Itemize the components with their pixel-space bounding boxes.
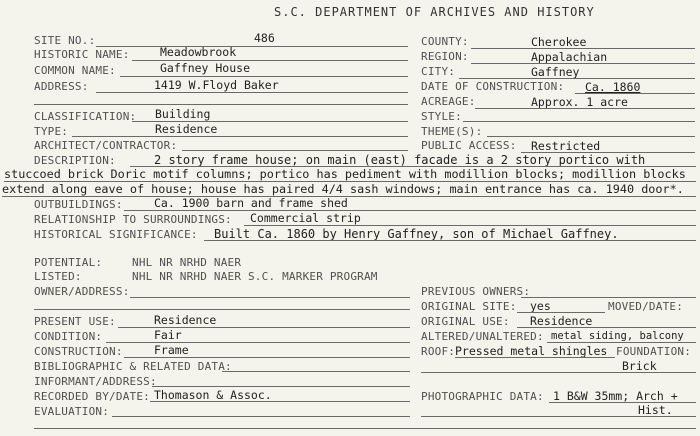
original-site-line — [517, 312, 605, 313]
evaluation-line — [112, 416, 410, 417]
region-label: REGION: — [421, 50, 469, 63]
classification-label: CLASSIFICATION: — [34, 110, 137, 123]
public-access-value: Restricted — [531, 139, 601, 153]
present-use-label: PRESENT USE: — [34, 315, 116, 328]
outbuildings-label: OUTBUILDINGS: — [34, 198, 123, 211]
common-name-value: Gaffney House — [160, 61, 251, 75]
original-use-label: ORIGINAL USE: — [421, 315, 510, 328]
description-line-3: extend along eave of house; house has paired 4/4 sash windows; main entrance has ca. 1940 door*. — [2, 182, 684, 196]
owner-label: OWNER/ADDRESS: — [34, 285, 130, 298]
original-use-line — [517, 327, 696, 328]
city-value: Gaffney — [531, 65, 580, 79]
public-access-label: PUBLIC ACCESS: — [421, 139, 517, 152]
classification-value: Building — [155, 107, 211, 121]
owner-line-2 — [34, 309, 410, 310]
acreage-value: Approx. 1 acre — [531, 95, 628, 109]
historic-name-label: HISTORIC NAME: — [34, 48, 130, 61]
acreage-line — [475, 108, 695, 109]
foundation-value: Brick — [622, 359, 657, 373]
themes-label: THEME(S): — [421, 125, 483, 138]
potential-options: NHL NR NRHD NAER — [132, 256, 242, 269]
construction-value: Frame — [154, 343, 189, 357]
moved-date-label: MOVED/DATE: — [608, 300, 684, 313]
address-value: 1419 W.Floyd Baker — [154, 78, 279, 92]
original-site-value: yes — [530, 299, 551, 313]
roof-value: Pressed metal shingles — [455, 344, 608, 358]
roof-label: ROOF: — [421, 345, 456, 358]
bottom-line — [34, 428, 696, 429]
acreage-label: ACREAGE: — [421, 95, 476, 108]
type-value: Residence — [155, 122, 218, 136]
city-label: CITY: — [421, 65, 456, 78]
bibliography-line — [222, 371, 410, 372]
historic-name-value: Meadowbrook — [160, 45, 237, 59]
date-value: Ca. 1860 — [585, 80, 641, 94]
relationship-value: Commercial strip — [250, 211, 361, 225]
informant-line — [152, 386, 410, 387]
type-label: TYPE: — [34, 125, 69, 138]
description-rule-3 — [2, 196, 696, 197]
present-use-value: Residence — [154, 313, 217, 327]
previous-owners-label: PREVIOUS OWNERS: — [421, 285, 531, 298]
style-line — [463, 121, 695, 122]
blank-line — [34, 104, 408, 105]
significance-line — [204, 240, 696, 241]
foundation-line — [421, 372, 696, 373]
previous-owners-line — [521, 297, 696, 298]
original-site-label: ORIGINAL SITE: — [421, 300, 517, 313]
listed-options: NHL NR NRHD NAER S.C. MARKER PROGRAM — [132, 270, 378, 283]
recorded-line — [150, 401, 410, 402]
photographic-data-line-2 — [421, 416, 696, 417]
style-label: STYLE: — [421, 110, 462, 123]
informant-label: INFORMANT/ADDRESS: — [34, 375, 157, 388]
condition-label: CONDITION: — [34, 330, 103, 343]
architect-line — [182, 150, 408, 151]
significance-value: Built Ca. 1860 by Henry Gaffney, son of Michael Gaffney. — [214, 227, 619, 241]
region-line — [471, 63, 695, 64]
photographic-data-line — [549, 402, 696, 403]
region-value: Appalachian — [531, 50, 608, 64]
page-title: S.C. DEPARTMENT OF ARCHIVES AND HISTORY — [274, 5, 595, 19]
type-line — [72, 136, 408, 137]
site-no-line — [96, 46, 408, 47]
common-name-label: COMMON NAME: — [34, 64, 116, 77]
photographic-data-label: PHOTOGRAPHIC DATA: — [421, 390, 544, 403]
themes-line — [487, 136, 695, 137]
altered-value: metal siding, balcony — [551, 330, 684, 342]
county-value: Cherokee — [531, 35, 587, 49]
county-label: COUNTY: — [421, 35, 469, 48]
relationship-label: RELATIONSHIP TO SURROUNDINGS: — [34, 213, 232, 226]
recorded-label: RECORDED BY/DATE: — [34, 390, 150, 403]
outbuildings-line — [124, 210, 696, 211]
significance-label: HISTORICAL SIGNIFICANCE: — [34, 228, 198, 241]
original-use-value: Residence — [530, 314, 593, 328]
relationship-line — [244, 225, 696, 226]
site-no-value: 486 — [254, 31, 275, 45]
outbuildings-value: Ca. 1900 barn and frame shed — [154, 196, 348, 210]
county-line — [471, 48, 695, 49]
roof-line — [455, 357, 615, 358]
altered-label: ALTERED/UNALTERED: — [421, 330, 544, 343]
site-no-label: SITE NO.: — [34, 34, 96, 47]
address-line — [96, 92, 408, 93]
listed-label: LISTED: — [34, 270, 82, 283]
photographic-data-value-1: 1 B&W 35mm; Arch + — [553, 389, 678, 403]
condition-value: Fair — [154, 328, 182, 342]
photographic-data-value-2: Hist. — [638, 403, 673, 417]
description-label: DESCRIPTION: — [34, 154, 116, 167]
construction-line — [124, 357, 410, 358]
common-name-line — [120, 76, 408, 77]
description-line-1: 2 story frame house; on main (east) facade is a 2 story portico with — [154, 153, 646, 167]
recorded-value: Thomason & Assoc. — [154, 388, 272, 402]
altered-line — [547, 342, 696, 343]
construction-label: CONSTRUCTION: — [34, 345, 123, 358]
condition-line — [106, 342, 410, 343]
evaluation-label: EVALUATION: — [34, 405, 110, 418]
owner-line-1 — [130, 297, 410, 298]
description-line-2: stuccoed brick Doric motif columns; portico has pediment with modillion blocks; modillion blocks — [4, 167, 686, 181]
potential-label: POTENTIAL: — [34, 256, 103, 269]
date-line — [575, 93, 695, 94]
address-label: ADDRESS: — [34, 80, 89, 93]
architect-label: ARCHITECT/CONTRACTOR: — [34, 139, 178, 152]
bibliography-label: BIBLIOGRAPHIC & RELATED DATA: — [34, 360, 232, 373]
city-line — [459, 78, 695, 79]
foundation-label: FOUNDATION: — [616, 345, 692, 358]
date-label: DATE OF CONSTRUCTION: — [421, 80, 565, 93]
